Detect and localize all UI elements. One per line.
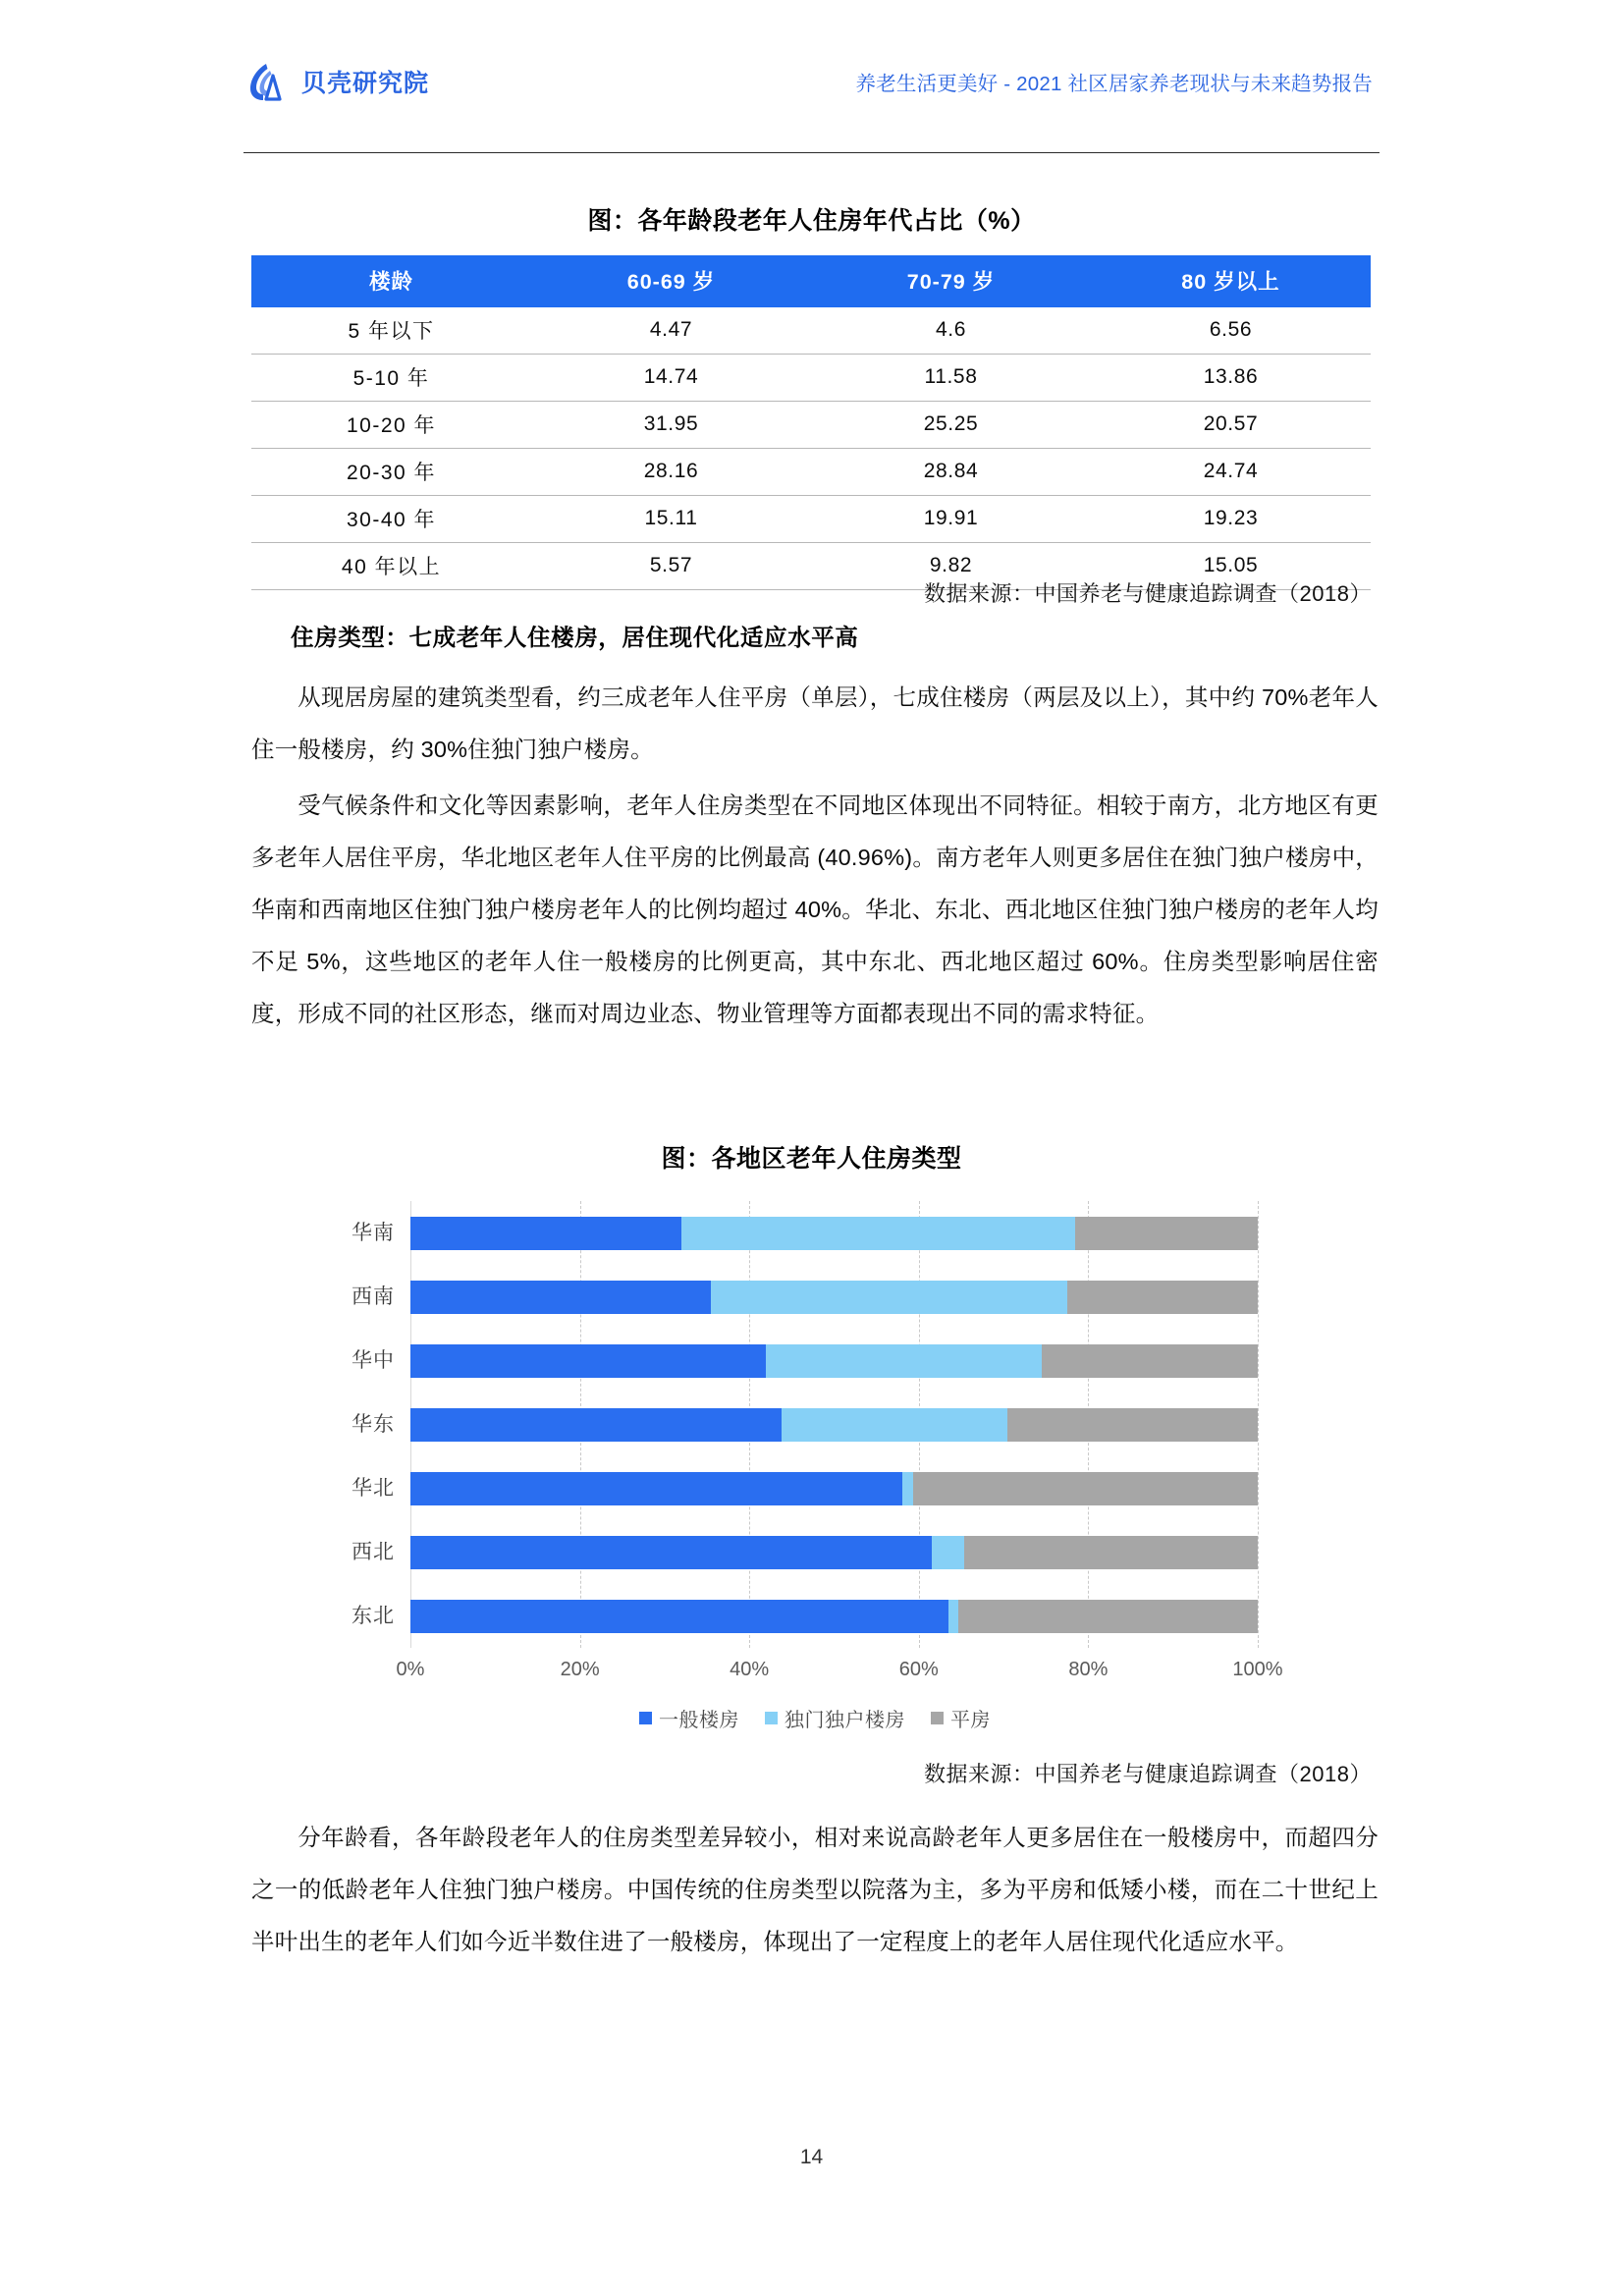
chart-bar-segment[interactable] <box>410 1472 902 1505</box>
column-header-building-age: 楼龄 <box>251 255 531 307</box>
cell-row-label: 5-10 年 <box>251 355 531 402</box>
cell-value: 11.58 <box>811 355 1091 402</box>
chart-x-tick-label: 40% <box>730 1659 770 1680</box>
cell-value: 25.25 <box>811 402 1091 449</box>
chart-bar-segment[interactable] <box>410 1536 932 1569</box>
table-row <box>251 496 1371 543</box>
chart-bar-row[interactable] <box>352 1217 1258 1250</box>
brand-name: 贝壳研究院 <box>301 70 430 97</box>
cell-value: 14.74 <box>531 355 811 402</box>
chart-bar-segment[interactable] <box>902 1472 913 1505</box>
paragraph-2-text: 受气候条件和文化等因素影响，老年人住房类型在不同地区体现出不同特征。相较于南方，北方地区有更多老年人居住平房，华北地区老年人住平房的比例最高 (40.96%)。南方老年人则更多居住在独门独户楼房中，华南和西南地区住独门独户楼房老年人的比例均超过 40%。华北、东北、西北地区住独门独户楼房的老年人均不足 5%，这些地区的老年人住一般楼房的比例更高，其中东北、西北地区超过 60%。住房类型影响居住密度，形成不同的社区形态，继而对周边业态、物业管理等方面都表现出不同的需求特征。 <box>251 793 1379 1026</box>
chart-bar-row[interactable] <box>352 1600 1258 1633</box>
chart-bar-segment[interactable] <box>1067 1281 1258 1314</box>
chart-gridline <box>1258 1201 1259 1648</box>
table-row <box>251 307 1371 355</box>
paragraph-1 <box>251 672 1379 776</box>
cell-value: 15.05 <box>1091 543 1371 590</box>
chart-bar-row[interactable] <box>352 1344 1258 1378</box>
chart-bar-segment[interactable] <box>711 1281 1066 1314</box>
chart-category-label: 华北 <box>352 1476 395 1500</box>
chart-bar-segment[interactable] <box>1007 1408 1258 1442</box>
chart-x-tick-label: 60% <box>898 1659 939 1680</box>
chart-bar-segment[interactable] <box>410 1217 681 1250</box>
chart-bar-segment[interactable] <box>410 1600 948 1633</box>
chart-bar-segment[interactable] <box>958 1600 1258 1633</box>
table-row <box>251 402 1371 449</box>
cell-value: 5.57 <box>531 543 811 590</box>
cell-value: 15.11 <box>531 496 811 543</box>
column-header-70-79: 70-79 岁 <box>811 255 1091 307</box>
paragraph-3 <box>251 1812 1379 1968</box>
chart-bar-segment[interactable] <box>913 1472 1258 1505</box>
chart-bar-segment[interactable] <box>766 1344 1041 1378</box>
legend-label-detached: 独门独户楼房 <box>784 1710 905 1731</box>
figure-2-source: 数据来源：中国养老与健康追踪调查（2018） <box>924 1762 1372 1786</box>
chart-category-label: 西南 <box>352 1285 395 1308</box>
cell-value: 4.6 <box>811 307 1091 355</box>
paragraph-1-text: 从现居房屋的建筑类型看，约三成老年人住平房（单层），七成住楼房（两层及以上），其中约 70%老年人住一般楼房，约 30%住独门独户楼房。 <box>251 684 1379 762</box>
cell-row-label: 40 年以上 <box>251 543 531 590</box>
table-row <box>251 355 1371 402</box>
legend-item-detached <box>765 1704 905 1732</box>
figure-1-source: 数据来源：中国养老与健康追踪调查（2018） <box>924 581 1372 606</box>
header-divider <box>243 152 1380 153</box>
chart-bar-segment[interactable] <box>681 1217 1075 1250</box>
cell-value: 4.47 <box>531 307 811 355</box>
chart-bar-row[interactable] <box>352 1281 1258 1314</box>
legend-swatch-bungalow-icon <box>931 1712 944 1724</box>
section-heading: 住房类型：七成老年人住楼房，居住现代化适应水平高 <box>291 625 859 650</box>
chart-bar-segment[interactable] <box>932 1536 964 1569</box>
chart-bar-segment[interactable] <box>1075 1217 1258 1250</box>
legend-label-bungalow: 平房 <box>950 1710 991 1731</box>
cell-value: 19.23 <box>1091 496 1371 543</box>
document-running-title: 养老生活更美好 - 2021 社区居家养老现状与未来趋势报告 <box>855 73 1373 95</box>
paragraph-2 <box>251 780 1379 1040</box>
table-head <box>251 255 1371 307</box>
chart-x-tick-label: 0% <box>396 1659 425 1680</box>
cell-row-label: 30-40 年 <box>251 496 531 543</box>
cell-value: 31.95 <box>531 402 811 449</box>
housing-age-table <box>251 255 1371 590</box>
cell-value: 24.74 <box>1091 449 1371 496</box>
brand-logo <box>243 59 429 104</box>
page-number: 14 <box>799 2146 824 2168</box>
cell-value: 9.82 <box>811 543 1091 590</box>
legend-swatch-detached-icon <box>765 1712 778 1724</box>
chart-category-label: 华南 <box>352 1221 395 1244</box>
table-row <box>251 449 1371 496</box>
chart-bar-segment[interactable] <box>964 1536 1258 1569</box>
cell-row-label: 10-20 年 <box>251 402 531 449</box>
chart-x-tick-label: 20% <box>560 1659 600 1680</box>
cell-value: 28.16 <box>531 449 811 496</box>
shell-logo-icon <box>243 59 289 104</box>
cell-value: 28.84 <box>811 449 1091 496</box>
chart-x-tick-label: 100% <box>1232 1659 1283 1680</box>
chart-x-tick-label: 80% <box>1068 1659 1109 1680</box>
legend-swatch-general-icon <box>639 1712 652 1724</box>
chart-category-label: 华东 <box>352 1412 395 1436</box>
legend-item-bungalow <box>931 1704 991 1732</box>
page-header <box>0 51 1623 112</box>
legend-item-general <box>639 1704 739 1732</box>
chart-bar-segment[interactable] <box>948 1600 958 1633</box>
cell-row-label: 5 年以下 <box>251 307 531 355</box>
chart-bar-row[interactable] <box>352 1408 1258 1442</box>
table-header-row <box>251 255 1371 307</box>
column-header-60-69: 60-69 岁 <box>531 255 811 307</box>
cell-value: 19.91 <box>811 496 1091 543</box>
figure-2-title: 图：各地区老年人住房类型 <box>661 1145 962 1173</box>
cell-value: 20.57 <box>1091 402 1371 449</box>
chart-bar-segment[interactable] <box>782 1408 1007 1442</box>
housing-type-by-region-chart <box>251 1183 1379 1743</box>
chart-bar-segment[interactable] <box>410 1344 766 1378</box>
paragraph-3-text: 分年龄看，各年龄段老年人的住房类型差异较小，相对来说高龄老年人更多居住在一般楼房中，而超四分之一的低龄老年人住独门独户楼房。中国传统的住房类型以院落为主，多为平房和低矮小楼，而在二十世纪上半叶出生的老年人们如今近半数住进了一般楼房，体现出了一定程度上的老年人居住现代化适应水平。 <box>251 1825 1379 1954</box>
cell-value: 6.56 <box>1091 307 1371 355</box>
housing-age-table-wrapper <box>251 255 1371 590</box>
figure-1-title: 图：各年龄段老年人住房年代占比（%） <box>587 207 1036 235</box>
chart-plot-area <box>352 1201 1258 1648</box>
chart-category-label: 西北 <box>352 1540 395 1563</box>
chart-bar-row[interactable] <box>352 1472 1258 1505</box>
table-body <box>251 307 1371 590</box>
cell-row-label: 20-30 年 <box>251 449 531 496</box>
cell-value: 13.86 <box>1091 355 1371 402</box>
chart-bar-segment[interactable] <box>410 1408 782 1442</box>
column-header-80-plus: 80 岁以上 <box>1091 255 1371 307</box>
chart-category-label: 华中 <box>352 1348 395 1372</box>
chart-bar-row[interactable] <box>352 1536 1258 1569</box>
chart-legend <box>251 1704 1379 1732</box>
chart-bar-segment[interactable] <box>1042 1344 1258 1378</box>
legend-label-general: 一般楼房 <box>659 1710 739 1731</box>
chart-bar-segment[interactable] <box>410 1281 711 1314</box>
chart-category-label: 东北 <box>352 1604 395 1627</box>
